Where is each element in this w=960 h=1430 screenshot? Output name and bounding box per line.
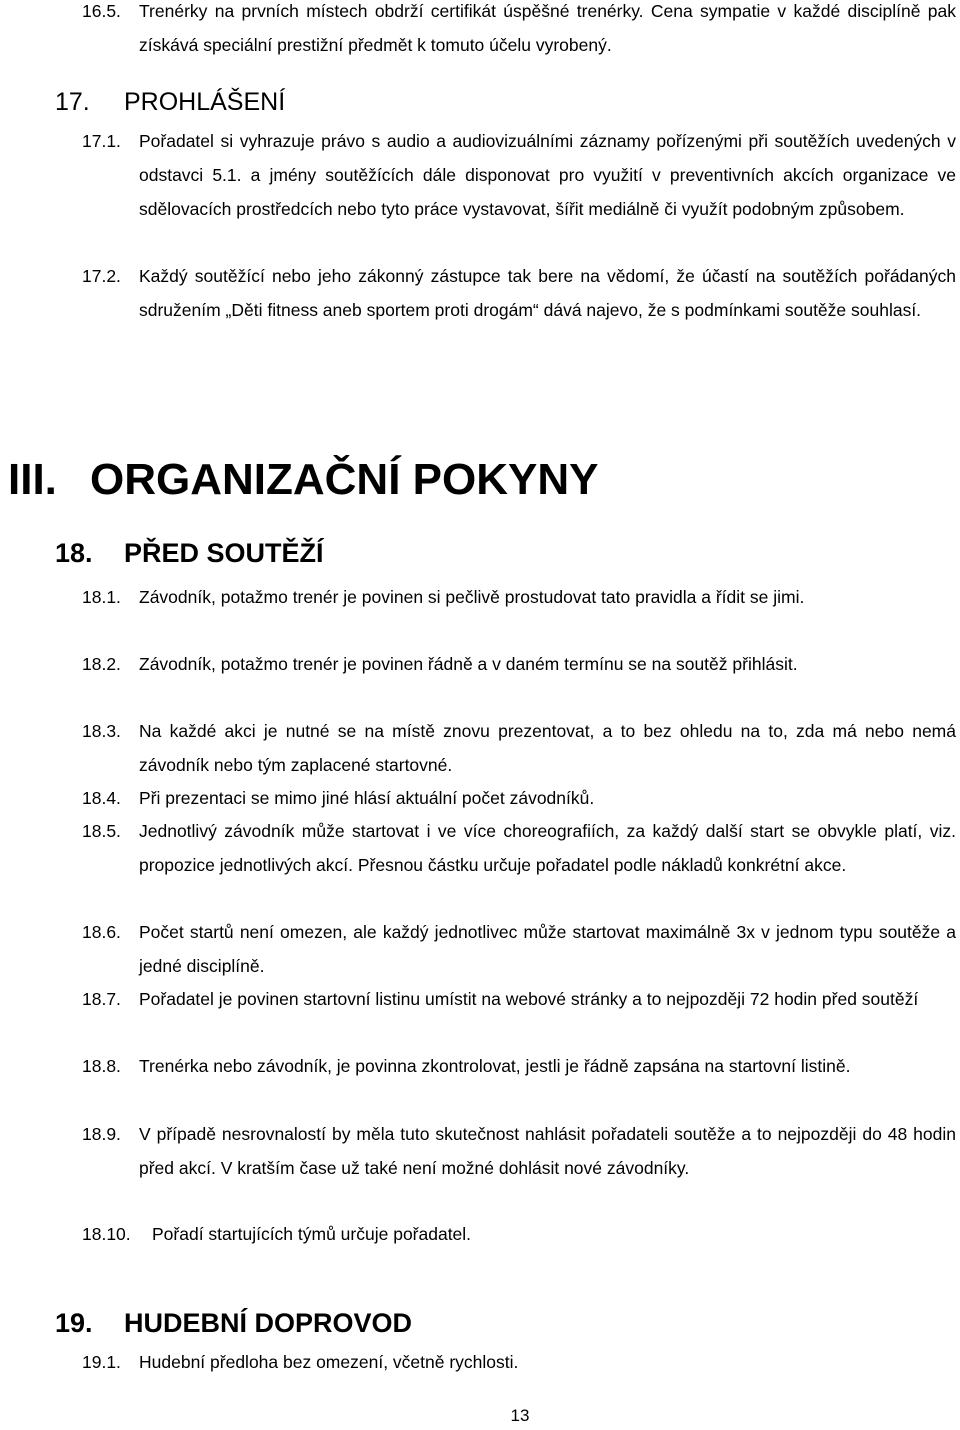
clause-17-1 [82, 124, 956, 226]
clause-number: 19.1. [82, 1352, 121, 1372]
part-title: ORGANIZAČNÍ POKYNY [90, 455, 599, 504]
clause-text: Závodník, potažmo trenér je povinen řádně a v daném termínu se na soutěž přihlásit. [139, 654, 798, 674]
clause-number: 16.5. [82, 1, 121, 21]
clause-19-1 [82, 1345, 956, 1379]
section-title: HUDEBNÍ DOPROVOD [124, 1308, 413, 1338]
clause-18-8 [82, 1049, 956, 1083]
clause-number: 18.6. [82, 922, 121, 942]
section-title: PROHLÁŠENÍ [124, 88, 286, 116]
clause-number: 17.1. [82, 131, 121, 151]
clause-17-2 [82, 259, 956, 327]
clause-number: 18.8. [82, 1056, 121, 1076]
section-19-heading [55, 1306, 412, 1340]
clause-18-6 [82, 915, 956, 983]
clause-number: 18.4. [82, 788, 121, 808]
clause-text: Trenérka nebo závodník, je povinna zkontrolovat, jestli je řádně zapsána na startovní listině. [139, 1056, 851, 1076]
clause-18-10 [82, 1217, 956, 1251]
clause-18-2 [82, 647, 956, 681]
clause-16-5 [82, 0, 956, 62]
clause-text: Pořadí startujících týmů určuje pořadatel. [152, 1224, 472, 1244]
section-18-heading [55, 536, 324, 570]
clause-18-1 [82, 580, 956, 614]
clause-18-5 [82, 814, 956, 882]
clause-number: 18.5. [82, 821, 121, 841]
clause-18-4 [82, 781, 956, 815]
clause-text: Hudební předloha bez omezení, včetně rychlosti. [139, 1352, 519, 1372]
clause-text: Na každé akci je nutné se na místě znovu prezentovat, a to bez ohledu na to, zda má nebo nemá závodník nebo tým zaplacené startovné. [139, 721, 956, 775]
section-17-heading [55, 85, 285, 119]
clause-text: Při prezentaci se mimo jiné hlásí aktuální počet závodníků. [139, 788, 595, 808]
clause-text: Jednotlivý závodník může startovat i ve více choreografiích, za každý další start se obvykle platí, viz. propozice jednotlivých akcí. Přesnou částku určuje pořadatel podle nákladů konkrétní akce. [139, 821, 956, 875]
section-number: 17. [55, 88, 90, 116]
clause-18-7 [82, 982, 956, 1016]
clause-18-3 [82, 714, 956, 782]
clause-text: Počet startů není omezen, ale každý jednotlivec může startovat maximálně 3x v jednom typu soutěže a jedné disciplíně. [139, 922, 956, 976]
clause-number: 18.3. [82, 721, 121, 741]
part-3-heading [8, 452, 598, 508]
clause-18-9 [82, 1117, 956, 1185]
clause-number: 18.9. [82, 1124, 121, 1144]
clause-text: Každý soutěžící nebo jeho zákonný zástupce tak bere na vědomí, že účastí na soutěžích pořádaných sdružením „Děti fitness aneb sportem proti drogám“ dává najevo, že s podmínkami soutěže souhlasí. [139, 266, 956, 320]
clause-text: Trenérky na prvních místech obdrží certifikát úspěšné trenérky. Cena sympatie v každé disciplíně pak získává speciální prestižní předmět k tomuto účelu vyrobený. [139, 1, 956, 55]
part-number: III. [8, 455, 57, 504]
clause-number: 18.1. [82, 587, 121, 607]
section-number: 18. [55, 538, 93, 568]
page-number: 13 [510, 1406, 530, 1425]
section-title: PŘED SOUTĚŽÍ [124, 538, 324, 568]
clause-number: 17.2. [82, 266, 121, 286]
clause-text: Pořadatel si vyhrazuje právo s audio a audiovizuálními záznamy pořízenými při soutěžích uvedených v odstavci 5.1. a jmény soutěžících dále disponovat pro využití v preventivních akcích organizace ve sdělovacích prostředcích nebo tyto práce vystavovat, šířit mediálně či využít podobným způsobem. [139, 131, 956, 219]
section-number: 19. [55, 1308, 93, 1338]
clause-text: Pořadatel je povinen startovní listinu umístit na webové stránky a to nejpozději 72 hodin před soutěží [139, 989, 919, 1009]
clause-text: Závodník, potažmo trenér je povinen si pečlivě prostudovat tato pravidla a řídit se jimi. [139, 587, 805, 607]
clause-text: V případě nesrovnalostí by měla tuto skutečnost nahlásit pořadateli soutěže a to nejpozději do 48 hodin před akcí. V kratším čase už také není možné dohlásit nové závodníky. [139, 1124, 956, 1178]
clause-number: 18.10. [82, 1224, 131, 1244]
clause-number: 18.7. [82, 989, 121, 1009]
clause-number: 18.2. [82, 654, 121, 674]
